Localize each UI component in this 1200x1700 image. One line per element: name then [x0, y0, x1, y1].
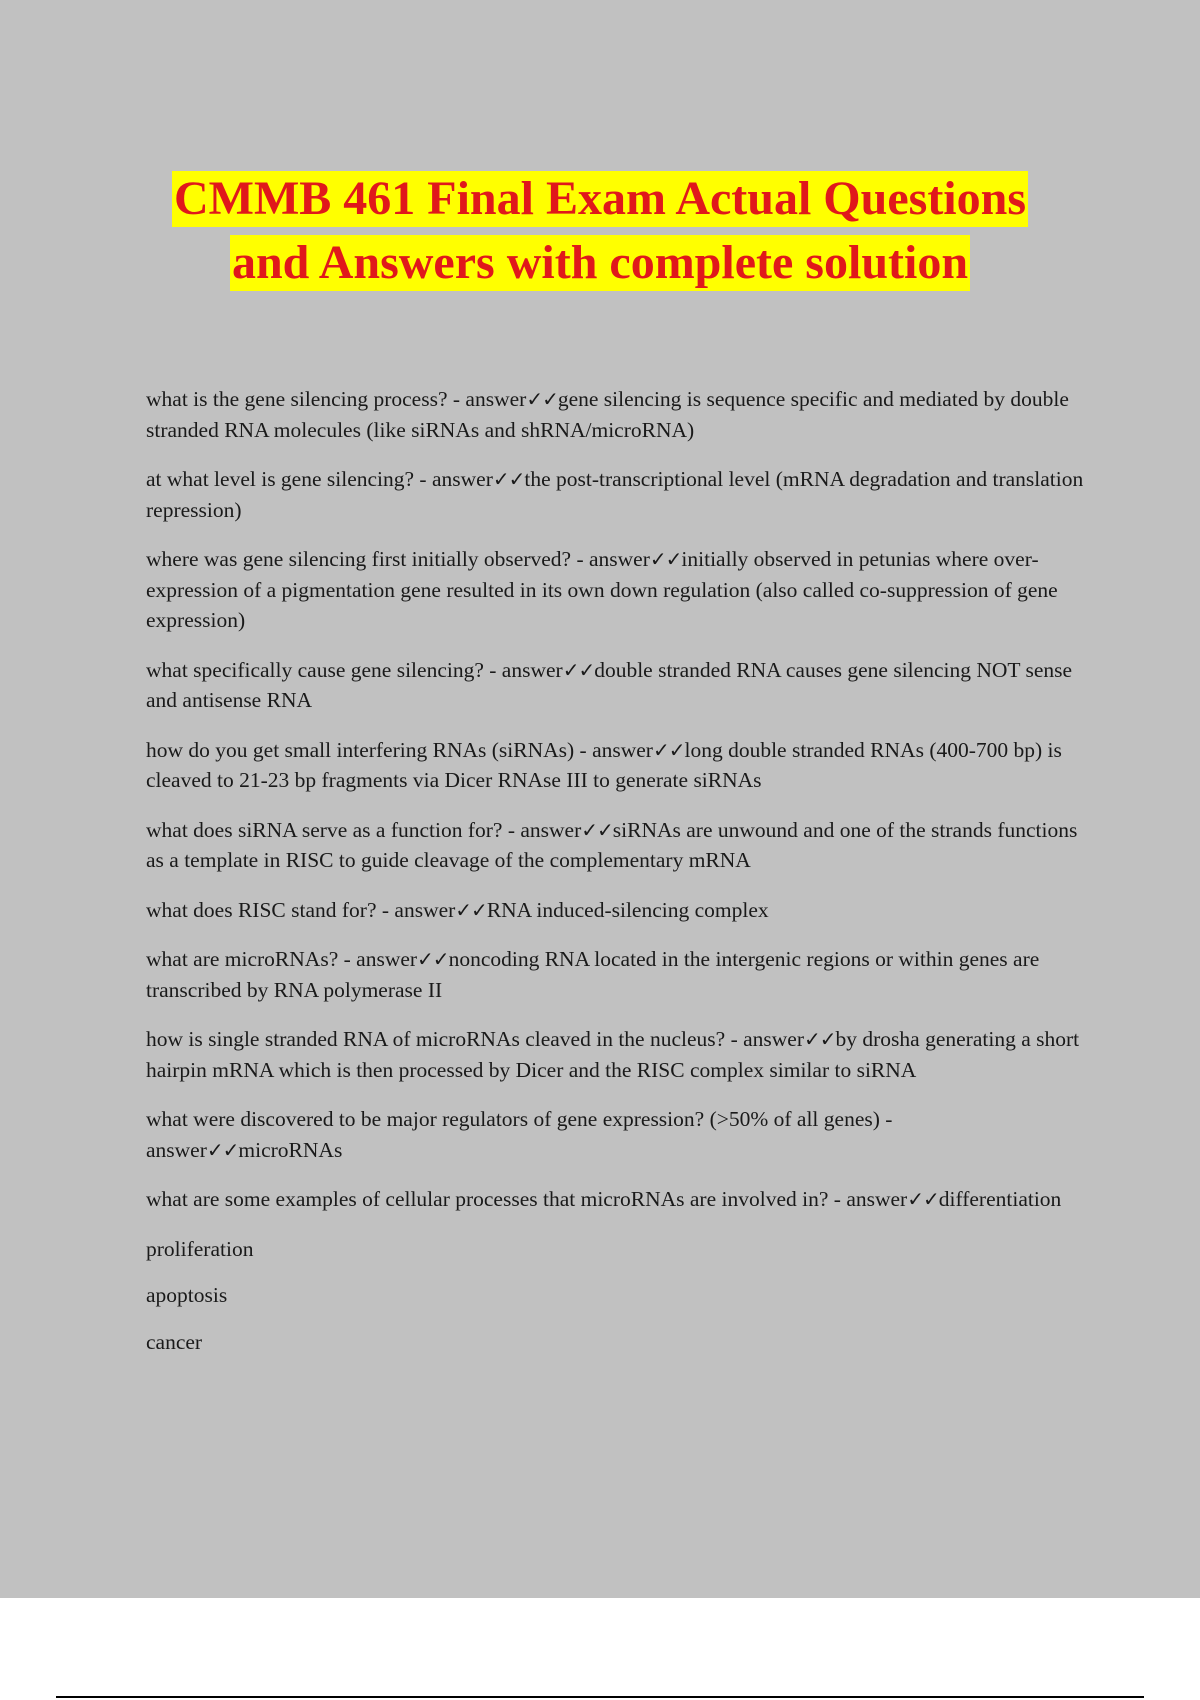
- question-text: what does RISC stand for? -: [146, 897, 395, 922]
- answer-label: answer: [431, 467, 493, 491]
- qa-item: [146, 944, 1091, 1005]
- answer-label: answer: [743, 1027, 804, 1051]
- qa-item: [146, 735, 1091, 796]
- answer-label: answer: [520, 817, 582, 842]
- qa-item: [146, 544, 1091, 636]
- answer-label: answer: [846, 1187, 908, 1211]
- question-text: what specifically cause gene silencing? -: [146, 657, 502, 682]
- double-check-icon: ✓✓: [492, 467, 525, 491]
- qa-list: [146, 384, 1091, 1373]
- answer-text: initially observed in petunias where over-expression of a pigmentation gene resulted in its own down regulation (also called co-suppression of gene expression): [146, 547, 1058, 632]
- qa-item: [146, 384, 1091, 445]
- question-text: what does siRNA serve as a function for? -: [146, 817, 521, 842]
- double-check-icon: ✓✓: [562, 657, 595, 682]
- question-text: at what level is gene silencing? -: [146, 467, 432, 491]
- answer-label: answer: [589, 547, 650, 571]
- question-text: what were discovered to be major regulators of gene expression? (>50% of all genes) -: [146, 1107, 893, 1131]
- answer-label: answer: [146, 1137, 207, 1162]
- title-line-1: CMMB 461 Final Exam Actual Questions: [173, 172, 1027, 225]
- list-item: proliferation: [146, 1236, 254, 1261]
- answer-label: answer: [394, 897, 456, 922]
- answer-label: answer: [356, 947, 418, 971]
- double-check-icon: ✓✓: [581, 817, 613, 842]
- qa-item: [146, 1024, 1091, 1085]
- double-check-icon: ✓✓: [455, 897, 487, 922]
- qa-item: [146, 815, 1091, 876]
- answer-text: by drosha generating a short hairpin mRNA which is then processed by Dicer and the RISC complex similar to siRNA: [146, 1027, 1080, 1082]
- double-check-icon: ✓✓: [907, 1187, 939, 1211]
- question-text: what are some examples of cellular processes that microRNAs are involved in? -: [146, 1187, 847, 1211]
- answer-label: answer: [592, 737, 653, 762]
- double-check-icon: ✓✓: [206, 1137, 239, 1162]
- answer-text: double stranded RNA causes gene silencing NOT sense and antisense RNA: [146, 657, 1073, 712]
- qa-item: [146, 895, 1091, 926]
- title-line-2: and Answers with complete solution: [231, 236, 969, 289]
- list-item: apoptosis: [146, 1283, 228, 1307]
- question-text: where was gene silencing first initially observed? -: [146, 547, 589, 571]
- double-check-icon: ✓✓: [526, 387, 558, 411]
- qa-item: [146, 1104, 1091, 1165]
- double-check-icon: ✓✓: [417, 947, 449, 971]
- answer-label: answer: [501, 657, 563, 682]
- list-item: cancer: [146, 1329, 203, 1354]
- double-check-icon: ✓✓: [804, 1027, 836, 1051]
- document-title: [0, 168, 1200, 296]
- footer-divider: [56, 1696, 1144, 1698]
- question-text: what is the gene silencing process? -: [146, 387, 466, 411]
- qa-item: [146, 464, 1091, 525]
- answer-text: differentiation: [938, 1187, 1062, 1211]
- qa-item: [146, 1184, 1091, 1215]
- question-text: what are microRNAs? -: [146, 947, 357, 971]
- question-text: how is single stranded RNA of microRNAs cleaved in the nucleus? -: [146, 1027, 744, 1051]
- answer-text: the post-transcriptional level (mRNA degradation and translation repression): [146, 467, 1084, 522]
- answer-text: gene silencing is sequence specific and mediated by double stranded RNA molecules (like siRNAs and shRNA/microRNA): [146, 387, 1069, 442]
- answer-text: RNA induced-silencing complex: [486, 897, 769, 922]
- question-text: how do you get small interfering RNAs (siRNAs) -: [146, 737, 593, 762]
- answer-text: siRNAs are unwound and one of the strands functions as a template in RISC to guide cleavage of the complementary mRNA: [146, 817, 1078, 872]
- answer-label: answer: [465, 387, 527, 411]
- double-check-icon: ✓✓: [652, 737, 685, 762]
- answer-text: microRNAs: [238, 1137, 343, 1162]
- double-check-icon: ✓✓: [649, 547, 682, 571]
- answer-text: long double stranded RNAs (400-700 bp) is cleaved to 21-23 bp fragments via Dicer RNAse III to generate siRNAs: [146, 737, 1062, 792]
- answer-text: noncoding RNA located in the intergenic regions or within genes are transcribed by RNA polymerase II: [146, 947, 1040, 1002]
- qa-item: [146, 655, 1091, 716]
